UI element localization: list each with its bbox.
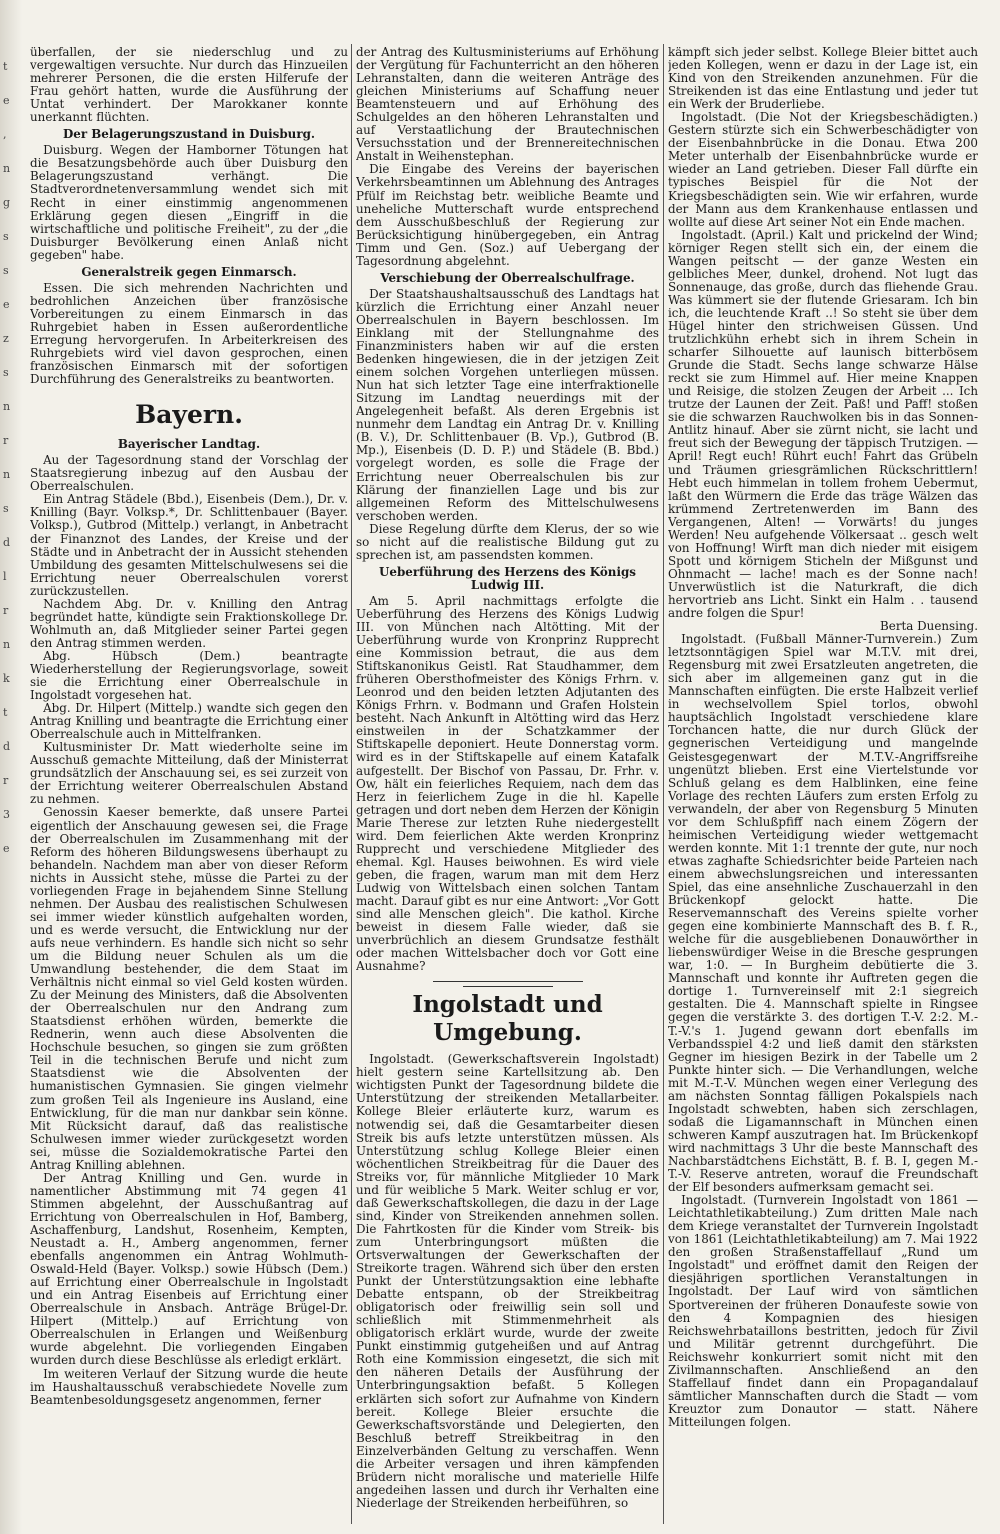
column-1 bbox=[30, 46, 348, 1524]
article-text: Diese Regelung dürfte dem Klerus, der so wie so nicht auf die realistische Bildung gut zu sprechen ist, am passendsten kommen. bbox=[356, 521, 659, 562]
article-text: Ingolstadt. (Gewerkschaftsverein Ingolstadt) hielt gestern seine Kartellsitzung ab. Den wichtigsten Punkt der Tagesordnung bildete die Unterstützung der streikenden Metallarbeiter. Kollege Bleier erläuterte kurz, warum es notwendig sei, daß die Gesamtarbeiter diesen Streik bis aufs letzte unterstützen müssen. Als Unterstützung schlug Kollege Bleier einen wöchentlichen Streikbeitrag für die Dauer des Streiks vor, für männliche Mitglieder 10 Mark und für weibliche 5 Mark. Weiter schlug er vor, daß Gewerkschaftskollegen, die dazu in der Lage sind, Kinder von Streikenden annehmen sollen. Die Fahrtkosten für die Kinder vom Streik- bis zum Unterbringungsort müßten die Ortsverwaltungen der Gewerkschaften der Streikorte tragen. Während sich über den ersten Punkt der Unterstützungsaktion eine lebhafte Debatte entspann, ob der Streikbeitrag obligatorisch oder freiwillig sein soll und schließlich mit Stimmenmehrheit als obligatorisch erklärt wurde, wurde der zweite Punkt einstimmig gutgeheißen und auf Antrag Roth eine Kommission eingesetzt, die sich mit den näheren Details der Ausführung der Unterbringungsaktion befaßt. 5 Kollegen erklärten sich sofort zur Aufnahme von Kindern bereit. Kollege Bleier ersuchte die Gewerkschaftsvorstände und Delegierten, den Beschluß betreff Streikbeitrag in den Einzelverbänden Geltung zu verschaffen. Wenn die Arbeiter versagen und ihren kämpfenden Brüdern nicht moralische und materielle Hilfe angedeihen lassen und durch ihr Verhalten eine Niederlage der Streikenden herbeiführen, so bbox=[356, 1052, 659, 1510]
article-text: Ingolstadt. (April.) Kalt und prickelnd der Wind; körniger Regen stellt sich ein, der einem die Wangen peitscht — der ganze Westen ein gelbliches Meer, dunkel, drohend. Not lugt das Sonnenauge, das große, durch das fliehende Grau. Was kümmert sie der flutende Griesaram. Ich bin ich, die leuchtende Kraft ..! So steht sie über dem Hügel hinter den strichweisen Güssen. Und trutzlichkühn erhebt sich in ihrem Schein in scharfer Silhouette auf launisch bitterbösem Grunde die Stadt. Sechs lange schwarze Hälse reckt sie zum Himmel auf. Hier meine Knappen und Reisige, die stolzen Zeugen der Arbeit ... Ich trutze der Launen der Zeit. Paß! und Paff! stoßen sie die schwarzen Rauchwolken bis in das Sonnen-Antlitz hinauf. Aber sie zürnt nicht, sie lacht und freut sich der Bewegung der täppisch Trutzigen. — April! Regt euch! Rührt euch! Fahrt das Grübeln und Träumen griesgrämlichen Rückschrittlern! Hebt euch himmelan in tollem frohem Uebermut, laßt den Würmern die Erde das träge Wälzen das krümmend Zertretenwerden im Bann des Vergangenen, Alten! — Vorwärts! du junges Werden! Neu aufgehende Völkersaat .. gesch welt von Hoffnung! Wirft man dich nieder mit eisigem Spott und körnigem Sticheln der Mißgunst und Ohnmacht — lache! mach es der Sonne nach! Unverwüstlich ist die Naturkraft, die dich hervortrieb ans Licht. Sinkt ein Halm . . tausend andre folgen die Spur! bbox=[668, 227, 978, 621]
separator-rule bbox=[433, 981, 583, 982]
article-text: Essen. Die sich mehrenden Nachrichten und bedrohlichen Anzeichen über französische Vorbereitungen zu einem Einmarsch in das Ruhrgebiet haben in Essen außerordentliche Erregung hervorgerufen. In Arbeiterkreisen des Ruhrgebiets wird viel davon gesprochen, einen französischen Einmarsch mit der sofortigen Durchführung des Generalstreiks zu beantworten. bbox=[30, 280, 348, 387]
article-text: Am 5. April nachmittags erfolgte die Ueberführung des Herzens des Königs Ludwig III. von München nach Altötting. Mit der Ueberführung wurde von Kronprinz Rupprecht eine Kommission betraut, die aus dem Stiftskanonikus Geistl. Rat Staudhammer, dem früheren Obersthofmeister des Königs Frhrn. v. Leonrod und den beiden letzten Adjutanten des Königs Frhrn. v. Bodmann und Grafen Holstein besteht. Nach Ankunft in Altötting wird das Herz einstweilen in der Schatzkammer der Stiftskapelle deponiert. Heute Donnerstag vorm. wird es in der Stiftskapelle auf einem Katafalk aufgestellt. Der Bischof von Passau, Dr. Frhr. v. Ow, hält ein feierliches Requiem, nach dem das Herz in feierlichem Zuge in die hl. Kapelle getragen und dort neben dem Herzen der Königin Marie Therese zur letzten Ruhe niedergestellt wird. Dem feierlichen Akte werden Kronprinz Rupprecht und verschiedene Mitglieder des ehemal. Kgl. Hauses beiwohnen. Es wird viele geben, die fragen, warum man mit dem Herz Ludwig von Wittelsbach einen solchen Tantam macht. Darauf gibt es nur eine Antwort: „Vor Gott sind alle Menschen gleich". Die kathol. Kirche beweist in diesem Falle wieder, daß sie unverbrüchlich an diesem Grundsatze festhält oder machen Wittelsbacher doch vor Gott eine Ausnahme? bbox=[356, 593, 659, 974]
headline-landtag: Bayerischer Landtag. bbox=[117, 437, 261, 452]
author-signature: Berta Duensing. bbox=[880, 619, 978, 634]
article-text: Nachdem Abg. Dr. v. Knilling den Antrag begründet hatte, kündigte sein Fraktionskollege Dr. Wohlmuth an, daß Mitglieder seiner Partei gegen den Antrag stimmen werden. bbox=[30, 596, 348, 650]
article-text: Ein Antrag Städele (Bbd.), Eisenbeis (Dem.), Dr. v. Knilling (Bayr. Volksp.*, Dr. Schlittenbauer (Bayer. Volksp.), Gutbrod (Mittelp.) verlangt, in Anbetracht der Finanznot des Landes, der Kreise und der Städte und in Anbetracht der in Aussicht stehenden Umbildung des gesamten Mittelschulwesens sei die Errichtung neuer Oberrealschulen vorerst zurückzustellen. bbox=[30, 492, 348, 598]
headline-ueberfuehrung: Ueberführung des Herzens des Königs Ludwig III. bbox=[379, 564, 636, 592]
article-text: Abg. Hübsch (Dem.) beantragte Wiederherstellung der Regierungsvorlage, soweit sie die Errichtung einer Oberrealschule in Ingolstadt vorgesehen hat. bbox=[30, 648, 348, 703]
article-text: Der Staatshaushaltsausschuß des Landtags hat kürzlich die Errichtung einer Anzahl neuer Oberrealschulen in Bayern beschlossen. Im Einklang mit der Stellungnahme des Finanzministers haben wir auf die ersten Bedenken hingewiesen, die in der jetzigen Zeit einem solchen Vorgehen unterliegen müssen. Nun hat sich letzter Tage eine interfraktionelle Sitzung im Landtag neuerdings mit der Angelegenheit befaßt. Als deren Ergebnis ist nunmehr dem Landtag ein Antrag Dr. v. Knilling (B. V.), Dr. Schlittenbauer (B. Vp.), Gutbrod (B. Mp.), Eisenbeis (D. D. P.) und Städele (B. Bbd.) vorgelegt worden, es solle die Frage der Errichtung neuer Oberrealschulen bis zur Klärung der finanziellen Lage und bis zur allgemeinen Reform des Mittelschulwesens verschoben werden. bbox=[356, 286, 659, 523]
headline-generalstreik: Generalstreik gegen Einmarsch. bbox=[81, 264, 297, 279]
article-text: Ingolstadt. (Fußball Männer-Turnverein.) Zum letztsonntägigen Spiel war M.T.V. mit drei, Regensburg mit zwei Ersatzleuten angetreten, die sich aber im allgemeinen ganz gut in die Mannschaften einfügten. Die erste Halbzeit verlief in wechselvollem Spiel torlos, obwohl hauptsächlich Ingolstadt verschiedene klare Torchancen hatte, die nur durch Glück der gegnerischen Verteidigung und mangelnde Geistesgegenwart der M.T.V.-Angriffsreihe ungenützt blieben. Erst eine Viertelstunde vor Schluß gelang es dem Halblinken, eine feine Vorlage des rechten Läufers zum ersten Erfolg zu verwandeln, der aber von Regensburg 5 Minuten vor dem Schlußpfiff nach einem Zögern der heimischen Verteidigung wieder wettgemacht werden konnte. Mit 1:1 trennte der gute, nur noch etwas zaghafte Schiedsrichter beide Parteien nach einem abwechslungsreichen und interessanten Spiel, das eine ansehnliche Zuschauerzahl in den Brückenkopf gelockt hatte. Die Reservemannschaft des Vereins spielte vorher gegen eine kombinierte Mannschaft des B. f. R., welche für die ausgebliebenen Donauwörther in liebenswürdiger Weise in die Bresche gesprungen war, 1:0. — In Burgheim debütierte die 3. Mannschaft und konnte ihr Auftreten gegen die dortige 1. Turnvereinself mit 2:1 siegreich gestalten. Die 4. Mannschaft spielte in Ringsee gegen die verstärkte 3. des dortigen T.-V. 2:2. M.-T.-V.'s 1. Jugend gewann dort ebenfalls im Verbandsspiel 4:2 und ließ damit den stärksten Gegner im hiesigen Bezirk in der Tabelle um 2 Punkte hinter sich. — Die Verhandlungen, welche mit M.-T.-V. München wegen einer Verlegung des am nächsten Sonntag fälligen Pokalspiels nach Ingolstadt schwebten, haben sich zerschlagen, sodaß die Ligamannschaft in München einen schweren Kampf auszutragen hat. Im Brückenkopf wird nachmittags 3 Uhr die beste Mannschaft des Nachbarstädtchens Eichstätt, B. f. B. I, gegen M.-T.-V. Reserve antreten, worauf die Freundschaft der Elf besonders aufmerksam gemacht sei. bbox=[668, 632, 978, 1195]
section-title-ingolstadt: Ingolstadt und Umgebung. bbox=[412, 991, 603, 1047]
section-title-bayern: Bayern. bbox=[135, 400, 243, 430]
column-2 bbox=[356, 46, 659, 1524]
article-text: kämpft sich jeder selbst. Kollege Bleier bittet auch jeden Kollegen, wenn er dazu in der Lage ist, ein Kind von den Streikenden anzunehmen. Für die Streikenden ist das eine Entlastung und jeder tut ein Werk der Bruderliebe. bbox=[668, 46, 978, 112]
separator-rule bbox=[463, 986, 553, 987]
article-text: Genossin Kaeser bemerkte, daß unsere Partei eigentlich der Anschauung gewesen sei, die Frage der Oberrealschulen im Zusammenhang mit der Reform des höheren Bildungswesens überhaupt zu behandeln. Nachdem man aber von dieser Reform nichts in Aussicht stehe, müsse die Partei zu der vorliegenden Frage in bejahendem Sinne Stellung nehmen. Der Ausbau des realistischen Schulwesen sei immer wieder künstlich aufgehalten worden, und es werde versucht, die Entwicklung nur der aufs neue verhindern. Es handle sich nicht so sehr um die Bildung neuer Schulen als um die Umwandlung bestehender, die dem Staat im Verhältnis nicht einmal so viel Geld kosten würden. Zu der Meinung des Ministers, daß die Absolventen der Oberrealschulen nur den Andrang zum Staatsdienst erhöhen würden, bemerkte die Rednerin, wenn auch diese Absolventen die Hochschule besuchen, so gingen sie zum größten Teil in die technischen Berufe und nicht zum Staatsdienst wie die Absolventen der humanistischen Gymnasien. Sie gingen vielmehr zum großen Teil als Ingenieure ins Ausland, eine Entwicklung, für die man nur dankbar sein könne. Mit Rücksicht darauf, daß das realistische Schulwesen immer wieder zurückgesetzt worden sei, müsse die Sozialdemokratische Partei den Antrag Knilling ablehnen. bbox=[30, 805, 348, 1172]
article-text: Die Eingabe des Vereins der bayerischen Verkehrsbeamtinnen um Ablehnung des Antrages Pfülf im Reichstag betr. weibliche Beamte und uneheliche Mutterschaft wurde entsprechend dem Ausschußbeschluß der Regierung zur Berücksichtigung hinübergegeben, ein Antrag Timm und Gen. (Soz.) auf Uebergang der Tagesordnung abgelehnt. bbox=[356, 162, 659, 268]
article-text: Ingolstadt. (Die Not der Kriegsbeschädigten.) Gestern stürzte sich ein Schwerbeschädigter von der Eisenbahnbrücke in die Donau. Etwa 200 Meter unterhalb der Eisenbahnbrücke wurde er wieder an Land getrieben. Dieser Fall dürfte ein typisches Beispiel für die Not der Kriegsbeschädigten sein. Wie wir erfahren, wurde der Mann aus dem Krankenhause entlassen und wollte auf diese Art seiner Not ein Ende machen. bbox=[668, 110, 978, 229]
article-text: Ingolstadt. (Turnverein Ingolstadt von 1861 — Leichtathletikabteilung.) Zum dritten Male nach dem Kriege veranstaltet der Turnverein Ingolstadt von 1861 (Leichtathletikabteilung) am 7. Mai 1922 den großen Straßenstaffellauf „Rund um Ingolstadt" und eröffnet damit den Reigen der diesjährigen sportlichen Veranstaltungen in Ingolstadt. Der Lauf wird von sämtlichen Sportvereinen der früheren Donaufeste sowie von den 4 Kompagnien des hiesigen Reichswehrbataillons bestritten, jedoch für Zivil und Militär getrennt durchgeführt. Die Reichswehr konkurriert somit nicht mit den Zivilmannschaften. Anschließend an den Staffellauf findet dann ein Propagandalauf sämtlicher Mannschaften durch die Stadt — vom Kreuztor zum Donautor — statt. Nähere Mitteilungen folgen. bbox=[668, 1193, 978, 1429]
headline-oberrealschulfrage: Verschiebung der Oberrealschulfrage. bbox=[380, 270, 635, 285]
headline-duisburg: Der Belagerungszustand in Duisburg. bbox=[62, 127, 316, 142]
column-rule-1 bbox=[351, 44, 352, 1524]
article-text: überfallen, der sie niederschlug und zu vergewaltigen versuchte. Nur durch das Hinzueilen mehrerer Personen, die die ersten Hilferufe der Frau gehört hatten, wurde die Ausführung der Untat verhindert. Der Marokkaner konnte unerkannt flüchten. bbox=[30, 46, 348, 125]
article-text: Der Antrag Knilling und Gen. wurde in namentlicher Abstimmung mit 74 gegen 41 Stimmen abgelehnt, der Ausschußantrag auf Errichtung von Oberrealschulen in Hof, Bamberg, Aschaffenburg, Landshut, Rosenheim, Kempten, Neustadt a. H., Amberg angenommen, ferner ebenfalls angenommen ein Antrag Wohlmuth-Oswald-Held (Bayer. Volksp.) sowie Hübsch (Dem.) auf Errichtung einer Oberrealschule in Ingolstadt und ein Antrag Eisenbeis auf Errichtung einer Oberrealschule in Ansbach. Anträge Brügel-Dr. Hilpert (Mittelp.) auf Errichtung von Oberrealschulen in Erlangen und Weißenburg wurde abgelehnt. Die vorliegenden Eingaben wurden durch diese Beschlüsse als erledigt erklärt. bbox=[30, 1170, 348, 1368]
article-text: Au der Tagesordnung stand der Vorschlag der Staatsregierung inbezug auf den Ausbau der Oberrealschulen. bbox=[30, 453, 348, 494]
article-text: Kultusminister Dr. Matt wiederholte seine im Ausschuß gemachte Mitteilung, daß der Ministerrat grundsätzlich der Anschauung sei, es sei zurzeit von der Errichtung weiterer Oberrealschulen Abstand zu nehmen. bbox=[30, 740, 348, 807]
article-text: Duisburg. Wegen der Hamborner Tötungen hat die Besatzungsbehörde auch über Duisburg den Belagerungszustand verhängt. Die Stadtverordnetenversammlung wendet sich mit Recht in einer einstimmig angenommenen Erklärung gegen diesen „Eingriff in die wirtschaftliche und politische Freiheit", zu der „die Duisburger Bevölkerung einen Anlaß nicht gegeben" habe. bbox=[30, 143, 348, 262]
article-text: Abg. Dr. Hilpert (Mittelp.) wandte sich gegen den Antrag Knilling und beantragte die Errichtung einer Oberrealschule auch in Mittelfranken. bbox=[30, 701, 348, 742]
article-text: Im weiteren Verlauf der Sitzung wurde die heute im Haushaltausschuß verabschiedete Novelle zum Beamtenbesoldungsgesetz angenommen, ferner bbox=[30, 1366, 348, 1407]
column-rule-2 bbox=[663, 44, 664, 1524]
column-3 bbox=[668, 46, 978, 1524]
article-text: der Antrag des Kultusministeriums auf Erhöhung der Vergütung für Fachunterricht an den höheren Lehranstalten, dann die weiteren Anträge des gleichen Ministeriums auf Schaffung neuer Beamtensteuern und auf Erhöhung des Schulgeldes an den höheren Lehranstalten und auf Verstaatlichung der Brautechnischen Versuchsstation und der Brennereitechnischen Anstalt in Weihenstephan. bbox=[356, 46, 659, 164]
left-margin-marks: t e , n g s s e z s n r n s d l r n k t d r 3 e bbox=[3, 60, 11, 855]
